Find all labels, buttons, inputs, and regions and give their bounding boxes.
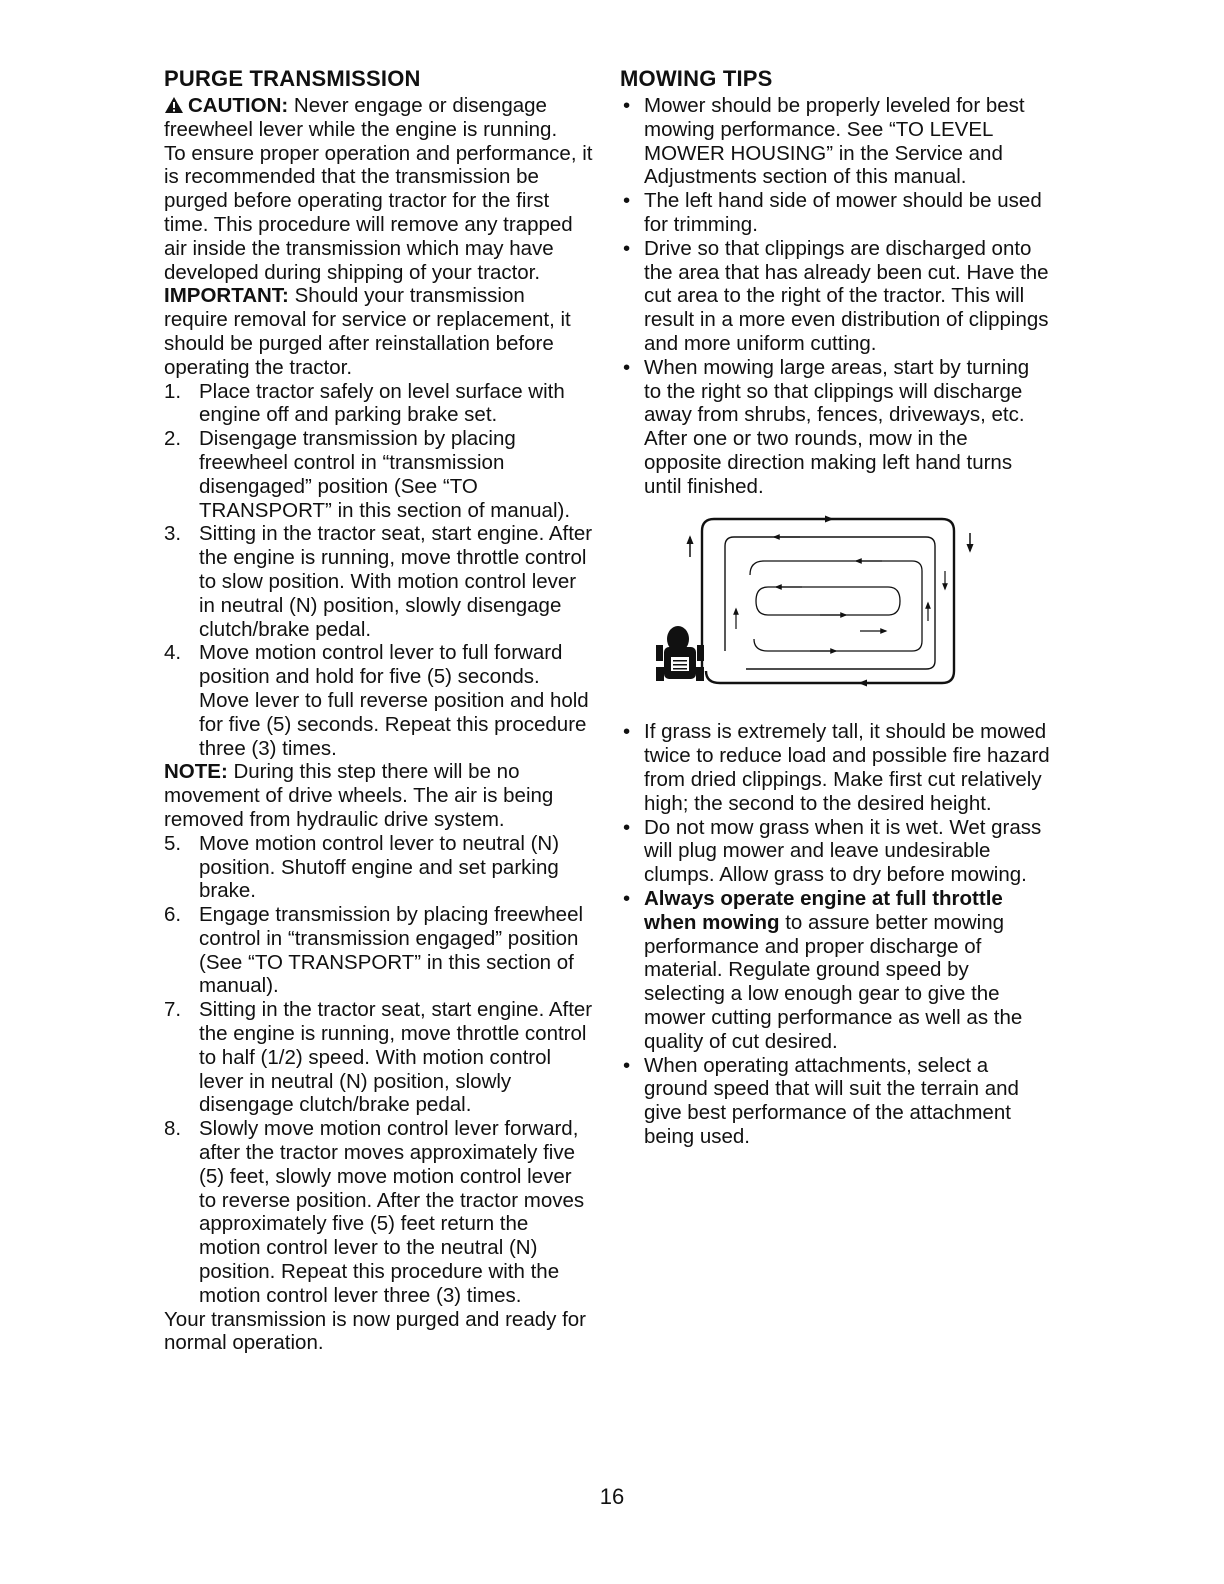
page-number: 16 xyxy=(599,1484,625,1509)
list-item xyxy=(164,998,594,1117)
tips-list-a xyxy=(620,94,1050,499)
list-item xyxy=(620,237,1050,356)
important-paragraph xyxy=(164,284,594,379)
note-label: NOTE: xyxy=(164,760,228,784)
list-item xyxy=(620,887,1050,1054)
bullet-dot: • xyxy=(623,815,631,839)
step-number: 2. xyxy=(164,427,182,451)
bullet-dot: • xyxy=(623,1053,631,1077)
list-item xyxy=(164,903,594,998)
pattern-loop-outer xyxy=(702,519,954,683)
list-item xyxy=(620,1054,1050,1149)
step-number: 1. xyxy=(164,379,182,403)
left-column xyxy=(164,66,594,1355)
step-text: Move motion control lever to full forward position and hold for five (5) seconds. Move lever to full reverse position and hold for five (5) seconds. Repeat this procedure three (3) times. xyxy=(199,641,589,760)
list-item xyxy=(620,94,1050,189)
step-text: Disengage transmission by placing freewheel control in “transmission disengaged” position (See “TO TRANSPORT” in this section of manual). xyxy=(199,427,571,522)
step-text: Engage transmission by placing freewheel control in “transmission engaged” position (See “TO TRANSPORT” in this section of manual). xyxy=(199,903,584,998)
list-item xyxy=(620,189,1050,237)
right-column xyxy=(620,66,1050,1149)
caution-text: Never engage or disengage freewheel lever while the engine is running. xyxy=(164,94,558,141)
section-title-mowing: MOWING TIPS xyxy=(620,66,773,91)
tip-bold-text: Always operate engine at full throttle when mowing xyxy=(644,886,1003,934)
list-item xyxy=(164,427,594,522)
bullet-dot: • xyxy=(623,720,631,744)
tip-text: Mower should be properly leveled for best mowing performance. See “TO LEVEL MOWER HOUSING” in the Service and Adjustments section of this manual. xyxy=(644,94,1025,189)
important-label: IMPORTANT: xyxy=(164,284,289,308)
closing-paragraph: Your transmission is now purged and ready for normal operation. xyxy=(164,1307,587,1355)
step-text: Place tractor safely on level surface with engine off and parking brake set. xyxy=(199,379,565,427)
tip-text: When operating attachments, select a ground speed that will suit the terrain and give best performance of the attachment being used. xyxy=(644,1053,1019,1148)
bullet-dot: • xyxy=(623,94,631,117)
tip-text: Do not mow grass when it is wet. Wet grass will plug mower and leave undesirable clumps. Allow grass to dry before mowing. xyxy=(644,815,1042,887)
tractor-icon xyxy=(656,626,704,681)
bullet-dot: • xyxy=(623,236,631,260)
note-text: During this step there will be no movement of drive wheels. The air is being removed from hydraulic drive system. xyxy=(164,760,554,831)
pattern-loop-3 xyxy=(750,561,922,651)
step-number: 4. xyxy=(164,641,182,665)
pattern-loop-inner xyxy=(756,587,900,615)
tip-text: If grass is extremely tall, it should be mowed twice to reduce load and possible fire hazard from dried clippings. Make first cut relatively high; the second to the desired height. xyxy=(644,720,1050,815)
list-item xyxy=(620,816,1050,887)
list-item xyxy=(164,522,594,641)
mowing-pattern-diagram xyxy=(650,511,990,701)
caution-paragraph xyxy=(164,94,594,142)
tip-text: The left hand side of mower should be used for trimming. xyxy=(644,189,1042,236)
warning-triangle-icon xyxy=(164,96,184,114)
list-item xyxy=(164,380,594,428)
step-number: 6. xyxy=(164,903,182,927)
steps-list-b xyxy=(164,832,594,1308)
tip-text: When mowing large areas, start by turning to the right so that clippings will discharge away from shrubs, fences, driveways, etc. After one or two rounds, mow in the opposite direction making left hand turns until finished. xyxy=(644,355,1030,498)
bullet-dot: • xyxy=(623,355,631,379)
tip-text: Drive so that clippings are discharged onto the area that has already been cut. Have the cut area to the right of the tractor. This will result in a more even distribution of clippings and more uniform cutting. xyxy=(644,236,1049,355)
intro-paragraph: To ensure proper operation and performance, it is recommended that the transmission be purged before operating tractor for the first time. This procedure will remove any trapped air inside the transmission which may have developed during shipping of your tractor. xyxy=(164,141,593,284)
step-number: 7. xyxy=(164,998,182,1022)
list-item xyxy=(620,356,1050,499)
list-item xyxy=(620,720,1050,815)
step-number: 5. xyxy=(164,831,182,855)
tip-text: to assure better mowing performance and proper discharge of material. Regulate ground speed by selecting a low enough gear to give the mower cutting performance as well as the quality of cut desired. xyxy=(644,910,1023,1053)
step-text: Sitting in the tractor seat, start engine. After the engine is running, move throttle control to half (1/2) speed. With motion control lever in neutral (N) position, slowly disengage clutch/brake pedal. xyxy=(199,998,593,1117)
list-item xyxy=(164,641,594,760)
tips-list-b xyxy=(620,720,1050,1148)
caution-label: CAUTION: xyxy=(188,94,289,117)
list-item xyxy=(164,832,594,903)
important-text: Should your transmission require removal for service or replacement, it should be purged after reinstallation before operating the tractor. xyxy=(164,284,571,379)
list-item xyxy=(164,1117,594,1307)
note-paragraph xyxy=(164,760,594,831)
steps-list-a xyxy=(164,380,594,761)
step-number: 3. xyxy=(164,522,182,546)
bullet-dot: • xyxy=(623,189,631,213)
step-number: 8. xyxy=(164,1117,182,1141)
step-text: Slowly move motion control lever forward, after the tractor moves approximately five (5) feet, slowly move motion control lever to reverse position. After the tractor moves approximately five (5) feet return the motion control lever to the neutral (N) position. Repeat this procedure with the motion control lever three (3) times. xyxy=(199,1117,585,1307)
step-text: Sitting in the tractor seat, start engine. After the engine is running, move throttle control to slow position. With motion control lever in neutral (N) position, slowly disengage clutch/brake pedal. xyxy=(199,522,593,641)
step-text: Move motion control lever to neutral (N) position. Shutoff engine and set parking brake. xyxy=(199,831,560,903)
section-title-purge: PURGE TRANSMISSION xyxy=(164,66,421,91)
bullet-dot: • xyxy=(623,886,631,910)
